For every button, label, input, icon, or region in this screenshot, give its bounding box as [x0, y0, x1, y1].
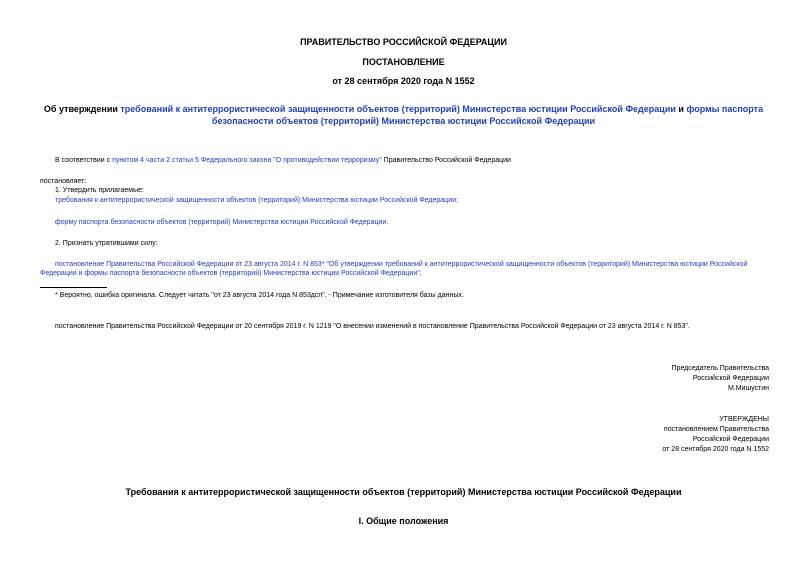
document-type-heading: ПОСТАНОВЛЕНИЕ: [362, 57, 445, 67]
signature-country: Российской Федерации: [692, 375, 769, 382]
item-1-passport-form-link[interactable]: форму паспорта безопасности объектов (территорий) Министерства юстиции Российской Федерации.: [55, 219, 389, 226]
government-heading: ПРАВИТЕЛЬСТВО РОССИЙСКОЙ ФЕДЕРАЦИИ: [300, 37, 507, 47]
preamble-after: Правительство Российской Федерации: [381, 157, 511, 164]
title-requirements-link[interactable]: требований к антитеррористической защищенности объектов (территорий) Министерства юстиции Российской Федерации: [120, 104, 676, 114]
preamble: [55, 157, 511, 164]
document-date-number: от 28 сентября 2020 года N 1552: [332, 76, 475, 86]
title-prefix: Об утверждении: [43, 104, 121, 114]
repealed-decree-1219: постановление Правительства Российской Федерации от 20 сентября 2019 г. N 1219 "О внесении изменений в постановление Правительства Российской Федерации от 23 августа 2014 г. N 853".: [55, 323, 690, 330]
approved-label: УТВЕРЖДЕНЫ: [719, 416, 769, 423]
title-middle: и: [675, 104, 687, 114]
signature-name: М.Мишустин: [727, 385, 769, 392]
requirements-title: Требования к антитеррористической защищенности объектов (территорий) Министерства юстиции Российской Федерации: [125, 487, 682, 497]
preamble-before: В соответствии с: [55, 157, 113, 164]
document-title-line2: [0, 116, 807, 126]
signature-position: Председатель Правительства: [671, 365, 769, 372]
repealed-decree-853-link-line1[interactable]: постановление Правительства Российской Федерации от 23 августа 2014 г. N 853* "Об утверждении требований к антитеррористической защищенности объектов (территорий) Министерства юстиции Российской: [55, 261, 748, 268]
title-passport-link-part2[interactable]: безопасности объектов (территорий) Министерства юстиции Российской Федерации: [211, 116, 596, 126]
repealed-decree-853-link-line2[interactable]: Федерации и формы паспорта безопасности объектов (территорий) Министерства юстиции Российской Федерации";: [40, 270, 422, 277]
approved-by: постановлением Правительства: [663, 426, 769, 433]
item-1-requirements-link[interactable]: требования к антитеррористической защищенности объектов (территорий) Министерства юстиции Российской Федерации;: [55, 197, 458, 204]
decides-text: постановляет:: [40, 178, 87, 185]
approved-date-number: от 28 сентября 2020 года N 1552: [662, 446, 769, 453]
document-title-line1: [0, 104, 807, 114]
approved-country: Российской Федерации: [692, 436, 769, 443]
federal-law-link[interactable]: пунктом 4 части 2 статьи 5 Федерального закона "О противодействии терроризму": [112, 157, 382, 164]
footnote-text: * Вероятно, ошибка оригинала. Следует читать "от 23 августа 2014 года N 853дсп". - Примечание изготовителя базы данных.: [55, 292, 464, 299]
section-1-heading: I. Общие положения: [358, 516, 449, 526]
item-1-text: 1. Утвердить прилагаемые:: [55, 187, 144, 194]
footnote-divider: [40, 287, 107, 288]
title-passport-link-part1[interactable]: формы паспорта: [686, 104, 764, 114]
item-2-text: 2. Признать утратившими силу:: [55, 240, 158, 247]
